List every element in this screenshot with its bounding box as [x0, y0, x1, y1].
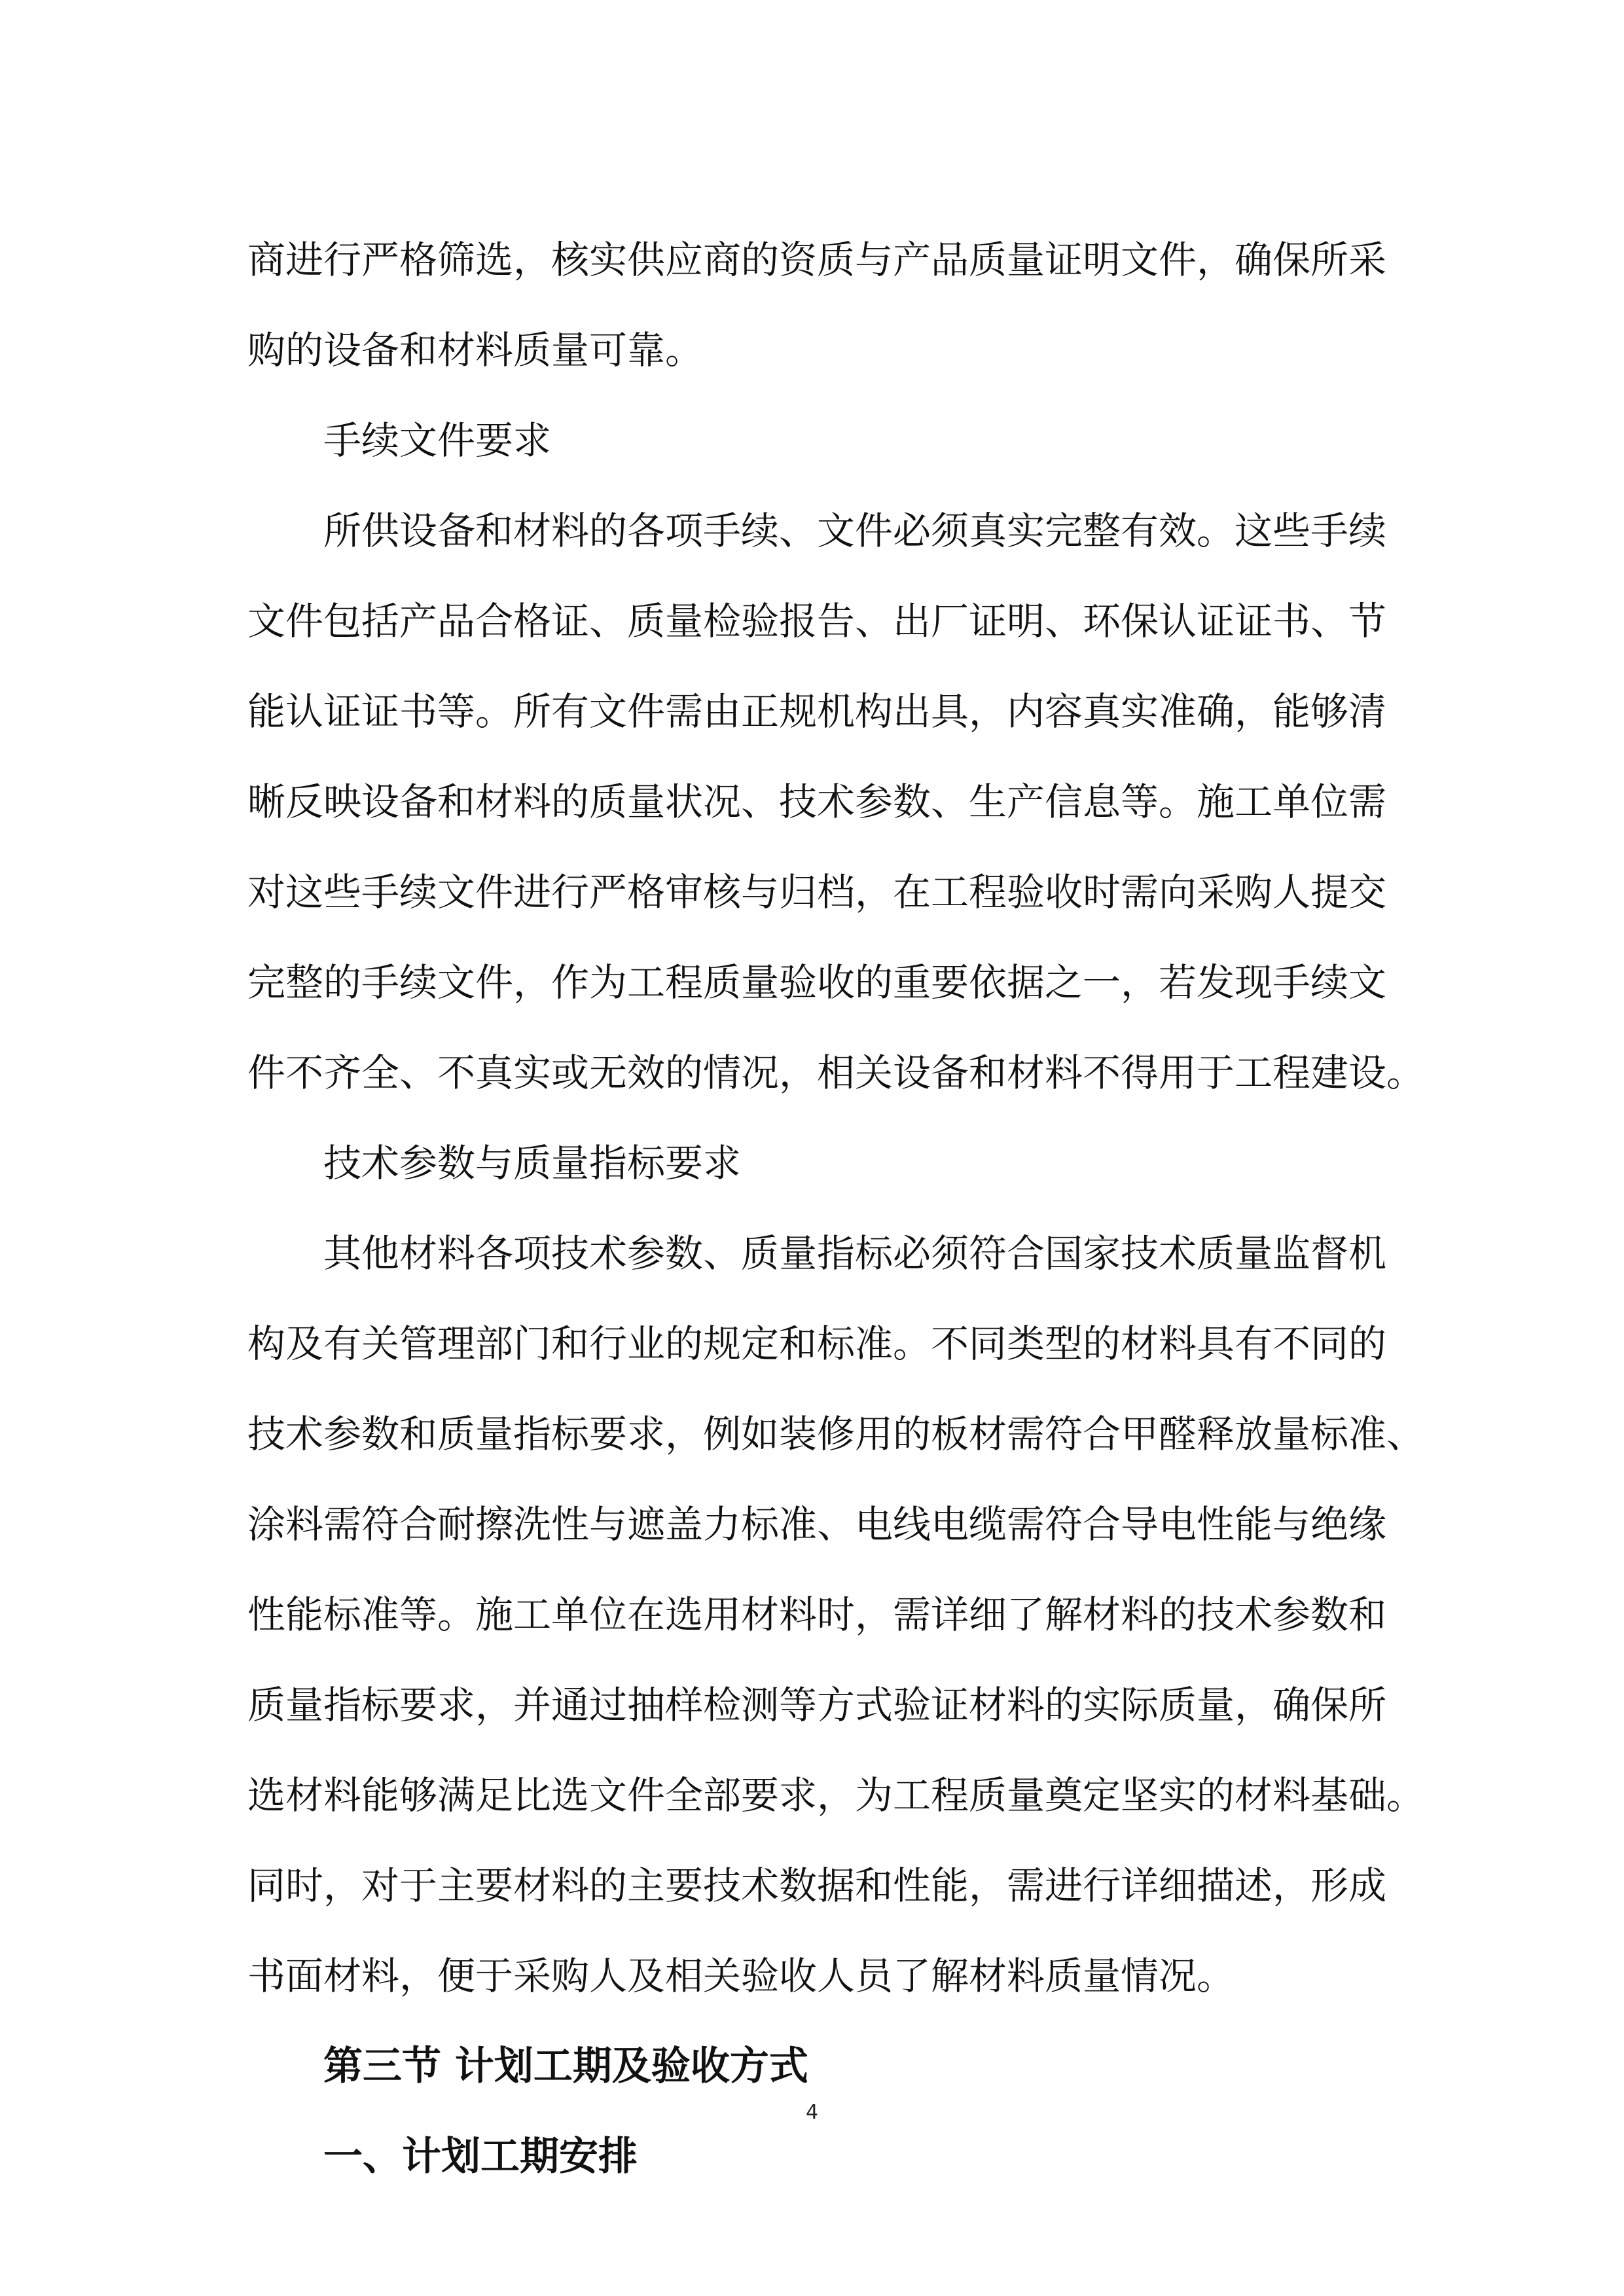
text-line: 构及有关管理部门和行业的规定和标准。不同类型的材料具有不同的 [247, 1321, 1387, 1366]
section-title: 第三节 计划工期及验收方式 [323, 2043, 808, 2089]
text-line: 选材料能够满足比选文件全部要求，为工程质量奠定坚实的材料基础。 [247, 1773, 1425, 1818]
text-line: 书面材料，便于采购人及相关验收人员了解材料质量情况。 [247, 1954, 1235, 1998]
text-line: 质量指标要求，并通过抽样检测等方式验证材料的实际质量，确保所 [247, 1683, 1387, 1727]
subsection-title: 一、计划工期安排 [323, 2134, 638, 2179]
text-line: 能认证证书等。所有文件需由正规机构出具，内容真实准确，能够清 [247, 689, 1387, 734]
text-line: 涂料需符合耐擦洗性与遮盖力标准、电线电缆需符合导电性能与绝缘 [247, 1502, 1387, 1547]
document-body [247, 215, 1425, 2202]
text-line: 商进行严格筛选，核实供应商的资质与产品质量证明文件，确保所采 [247, 238, 1387, 282]
subheading-technical-parameters: 技术参数与质量指标要求 [323, 1141, 742, 1185]
paragraph-supplier-screening [247, 215, 1390, 395]
text-line: 件不齐全、不真实或无效的情况，相关设备和材料不得用于工程建设。 [247, 1050, 1425, 1095]
text-line: 所供设备和材料的各项手续、文件必须真实完整有效。这些手续 [323, 509, 1387, 553]
text-line: 购的设备和材料质量可靠。 [247, 328, 704, 372]
text-line: 同时，对于主要材料的主要技术数据和性能，需进行详细描述，形成 [247, 1863, 1387, 1908]
paragraph-technical-parameters [247, 1208, 1425, 2021]
text-line: 性能标准等。施工单位在选用材料时，需详细了解材料的技术参数和 [247, 1592, 1387, 1637]
text-line: 其他材料各项技术参数、质量指标必须符合国家技术质量监督机 [323, 1231, 1387, 1276]
text-line: 文件包括产品合格证、质量检验报告、出厂证明、环保认证证书、节 [247, 599, 1387, 643]
paragraph-document-requirements [247, 486, 1425, 1118]
page-number: 4 [805, 2101, 819, 2124]
text-line: 完整的手续文件，作为工程质量验收的重要依据之一，若发现手续文 [247, 960, 1387, 1005]
text-line: 对这些手续文件进行严格审核与归档，在工程验收时需向采购人提交 [247, 870, 1387, 914]
text-line: 晰反映设备和材料的质量状况、技术参数、生产信息等。施工单位需 [247, 780, 1387, 824]
text-line: 技术参数和质量指标要求，例如装修用的板材需符合甲醛释放量标准、 [247, 1412, 1425, 1456]
subheading-document-requirements: 手续文件要求 [323, 418, 552, 463]
